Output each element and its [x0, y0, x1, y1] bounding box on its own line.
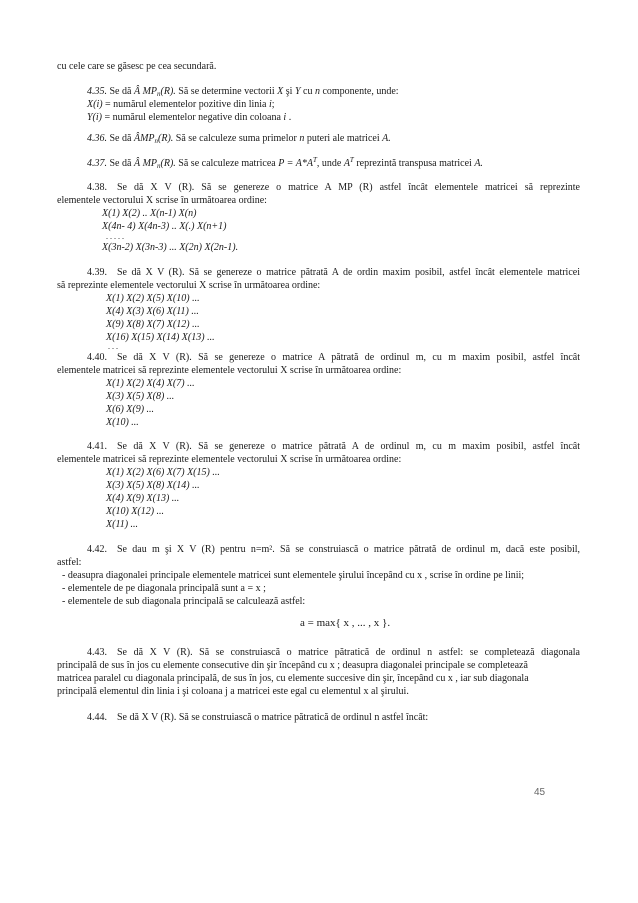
bullet-item: - elementele de pe diagonala principală sunt a = x ;	[62, 583, 266, 594]
matrix-row: X(4) X(3) X(6) X(11) ...	[106, 306, 199, 317]
problem-4-40-line-2: elementele matricei să reprezinte elementele vectorului X scrise în următoarea ordine:	[57, 365, 402, 376]
problem-number: 4.35.	[87, 86, 107, 97]
intro-text: cu cele care se găsesc pe cea secundară.	[57, 61, 217, 72]
page-number: 45	[534, 787, 546, 798]
matrix-row: X(6) X(9) ...	[106, 404, 155, 415]
matrix-row: X(10) X(12) ...	[106, 506, 165, 517]
problem-4-40-number: 4.40.	[87, 352, 107, 363]
problem-4-42-number: 4.42.	[87, 544, 107, 555]
matrix-row: X(10) ...	[106, 417, 139, 428]
problem-4-38-line-1: Se dă X V (R). Să se genereze o matrice A MP (R) astfel încât elementele matricei să reprezinte	[117, 182, 580, 193]
matrix-row: X(9) X(8) X(7) X(12) ...	[106, 319, 200, 330]
problem-4-42-line-1: Se dau m şi X V (R) pentru n=m². Să se construiască o matrice pătrată de ordinul m, dacă este posibil,	[117, 544, 580, 555]
problem-4-35-line-1: 4.35. Se dă Â $MP_n(R)$. Să se determine vectorii X şi Y cu n componente, unde:	[87, 86, 399, 98]
matrix-row: X(4n- 4) X(4n-3) .. X(.) X(n+1)	[102, 221, 227, 232]
problem-4-43-number: 4.43.	[87, 647, 107, 658]
matrix-row: X(1) X(2) X(6) X(7) X(15) ...	[106, 467, 220, 478]
problem-4-41-line-1: Se dă X V (R). Să se genereze o matrice pătrată A de ordinul m, cu m maxim posibil, astfel încât	[117, 441, 580, 452]
formula: a = max{ x , ... , x }.	[300, 617, 391, 629]
problem-4-41-line-2: elementele matricei să reprezinte elementele vectorului X scrise în următoarea ordine:	[57, 454, 402, 465]
problem-4-40-line-1: Se dă X V (R). Să se genereze o matrice A pătrată de ordinul m, cu m maxim posibil, astfel încât	[117, 352, 580, 363]
bullet-item: - elementele de sub diagonala principală se calculează astfel:	[62, 596, 306, 607]
problem-4-38-line-2: elementele vectorului X scrise în următoarea ordine:	[57, 195, 267, 206]
problem-number: 4.37.	[87, 158, 107, 169]
problem-4-35-line-2: X(i) = numărul elementelor pozitive din linia i;	[87, 99, 275, 110]
matrix-row: X(3) X(5) X(8) X(14) ...	[106, 480, 200, 491]
matrix-row: X(1) X(2) X(5) X(10) ...	[106, 293, 200, 304]
problem-4-44-number: 4.44.	[87, 712, 107, 723]
matrix-row: X(4) X(9) X(13) ...	[106, 493, 180, 504]
matrix-row: X(1) X(2) X(4) X(7) ...	[106, 378, 195, 389]
problem-4-43-line-3: matricea paralel cu diagonala principală, de sus în jos, cu elemente succesive din şir, începând cu x , iar sub diagonala	[57, 673, 529, 684]
problem-4-43-line-2: principală de sus în jos cu elemente consecutive din şir începând cu x ; deasupra diagonalei principale se completează	[57, 660, 528, 671]
problem-4-39-line-2: să reprezinte elementele vectorului X scrise în următoarea ordine:	[57, 280, 321, 291]
matrix-row: X(3n-2) X(3n-3) ... X(2n) X(2n-1).	[102, 242, 239, 253]
problem-4-38-number: 4.38.	[87, 182, 107, 193]
problem-number: 4.36.	[87, 133, 107, 144]
problem-4-39-number: 4.39.	[87, 267, 107, 278]
problem-4-42-line-2: astfel:	[57, 557, 82, 568]
problem-4-39-line-1: Se dă X V (R). Să se genereze o matrice pătrată A de ordin maxim posibil, astfel încât elementele matricei	[117, 267, 580, 278]
bullet-item: - deasupra diagonalei principale elementele matricei sunt elementele şirului începând cu x , scrise în ordine pe linii;	[62, 570, 525, 581]
problem-4-44-line-1: Se dă X V (R). Să se construiască o matrice pătratică de ordinul n astfel încât:	[117, 712, 429, 723]
problem-4-35-line-3: Y(i) = numărul elementelor negative din coloana i .	[87, 112, 292, 123]
matrix-row: X(16) X(15) X(14) X(13) ...	[106, 332, 215, 343]
problem-4-41-number: 4.41.	[87, 441, 107, 452]
matrix-row: X(11) ...	[106, 519, 139, 530]
matrix-row: . . .	[108, 342, 118, 351]
problem-4-37: 4.37. Se dă Â $MP_n(R)$. Să se calculeze matricea $P = A*A^T$, unde $A^T$ reprezintă transpusa matricei A.	[87, 156, 483, 170]
matrix-row: X(1) X(2) .. X(n-1) X(n)	[102, 208, 197, 219]
problem-4-43-line-4: principală elementul din linia i şi coloana j a matricei este egal cu elementul x al şirului.	[57, 686, 409, 697]
matrix-row: X(3) X(5) X(8) ...	[106, 391, 175, 402]
matrix-row: . . . . .	[106, 232, 124, 241]
problem-4-36: 4.36. Se dă $ÂMP_n(R)$. Să se calculeze suma primelor n puteri ale matricei A.	[87, 133, 391, 145]
problem-4-43-line-1: Se dă X V (R). Să se construiască o matrice pătratică de ordinul n astfel: se completează diagonala	[117, 647, 580, 658]
